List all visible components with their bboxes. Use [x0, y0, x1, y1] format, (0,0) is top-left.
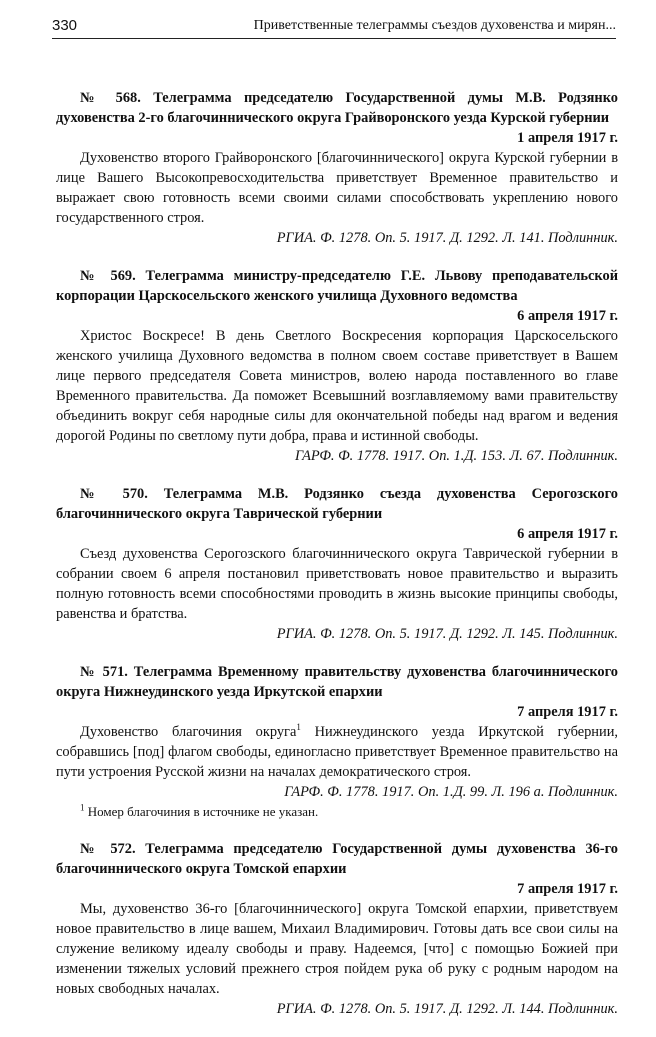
page-number: 330 [52, 17, 78, 34]
archival-reference: РГИА. Ф. 1278. Оп. 5. 1917. Д. 1292. Л. 141. Подлинник. [276, 230, 618, 246]
document-title: № 572. Телеграмма председателю Государственной думы духовенства 36-го благочиннического округа Томской епархии [56, 841, 618, 877]
document-title: № 571. Телеграмма Временному правительству духовенства благочиннического округа Нижнеудинского уезда Иркутской епархии [56, 664, 618, 700]
document-570 [56, 484, 618, 644]
footnote-text: Номер благочиния в источнике не указан. [84, 804, 319, 819]
document-date: 1 апреля 1917 г. [517, 130, 618, 146]
document-body: Духовенство второго Грайворонского [благочиннического] округа Курской губернии в лице Вашего Высокопревосходительства приветствует Временное правительство и выражает свою готовность всеми своими силами способствовать укреплению нового государственного строя. [56, 150, 618, 226]
footnote-marker: 1 [296, 722, 301, 733]
document-body [56, 722, 618, 782]
running-title: Приветственные телеграммы съездов духовенства и мирян... [253, 18, 616, 33]
archival-reference: ГАРФ. Ф. 1778. 1917. Оп. 1.Д. 153. Л. 67. Подлинник. [295, 448, 618, 464]
body-text-before-note: Духовенство благочиния округа [80, 724, 297, 740]
document-body: Христос Воскресе! В день Светлого Воскресения корпорация Царскосельского женского училища Духовного ведомства в полном своем составе приветствует в Вашем лице первого председателя Совета министров, волею народа поставленного во главе Временного правительства. Да поможет Всевышний возглавляемому вами правительству объединить вокруг себя народные силы для окончательной победы над врагом и ведения дорогой Родины по светлому пути добра, права и истинной свободы. [56, 328, 618, 444]
document-572 [56, 839, 618, 1019]
archival-reference: ГАРФ. Ф. 1778. 1917. Оп. 1.Д. 99. Л. 196 а. Подлинник. [284, 784, 618, 800]
document-title: № 569. Телеграмма министру-председателю Г.Е. Львову преподавательской корпорации Царскосельского женского училища Духовного ведомства [56, 268, 618, 304]
archival-reference: РГИА. Ф. 1278. Оп. 5. 1917. Д. 1292. Л. 144. Подлинник. [276, 1001, 618, 1017]
document-569 [56, 266, 618, 466]
document-body: Съезд духовенства Серогозского благочиннического округа Таврической губернии в собрании своем 6 апреля постановил приветствовать новое правительство и выразить полную готовность всеми способностями проводить в жизнь высокие принципы свободы, равенства и братства. [56, 546, 618, 622]
footnote [80, 803, 618, 821]
archival-reference: РГИА. Ф. 1278. Оп. 5. 1917. Д. 1292. Л. 145. Подлинник. [276, 626, 618, 642]
document-568 [56, 88, 618, 248]
footnote-number: 1 [80, 802, 85, 813]
document-date: 6 апреля 1917 г. [517, 308, 618, 324]
document-date: 6 апреля 1917 г. [517, 526, 618, 542]
page-header [52, 14, 616, 39]
document-571 [56, 662, 618, 821]
body-text-after-note: Нижнеудинского уезда Иркутской губернии, собравшись [под] флагом свободы, единогласно приветствует Временное правительство на пути устроения Русской жизни на началах демократического строя. [56, 724, 619, 780]
document-body: Мы, духовенство 36-го [благочиннического] округа Томской епархии, приветствуем новое правительство в лице вашем, Михаил Владимирович. Готовы дать все свои силы на служение великому идеалу свободы и праву. Надеемся, [что] с помощью Божией при изменении тяжелых условий прежнего строя пойдем рука об руку с родным народом на новых свободных началах. [56, 901, 618, 997]
document-title: № 568. Телеграмма председателю Государственной думы М.В. Родзянко духовенства 2-го благочиннического округа Грайворонского уезда Курской губернии [56, 90, 618, 126]
document-date: 7 апреля 1917 г. [517, 704, 618, 720]
document-title: № 570. Телеграмма М.В. Родзянко съезда духовенства Серогозского благочиннического округа Таврической губернии [56, 486, 618, 522]
document-date: 7 апреля 1917 г. [517, 881, 618, 897]
page-content [56, 88, 618, 1037]
